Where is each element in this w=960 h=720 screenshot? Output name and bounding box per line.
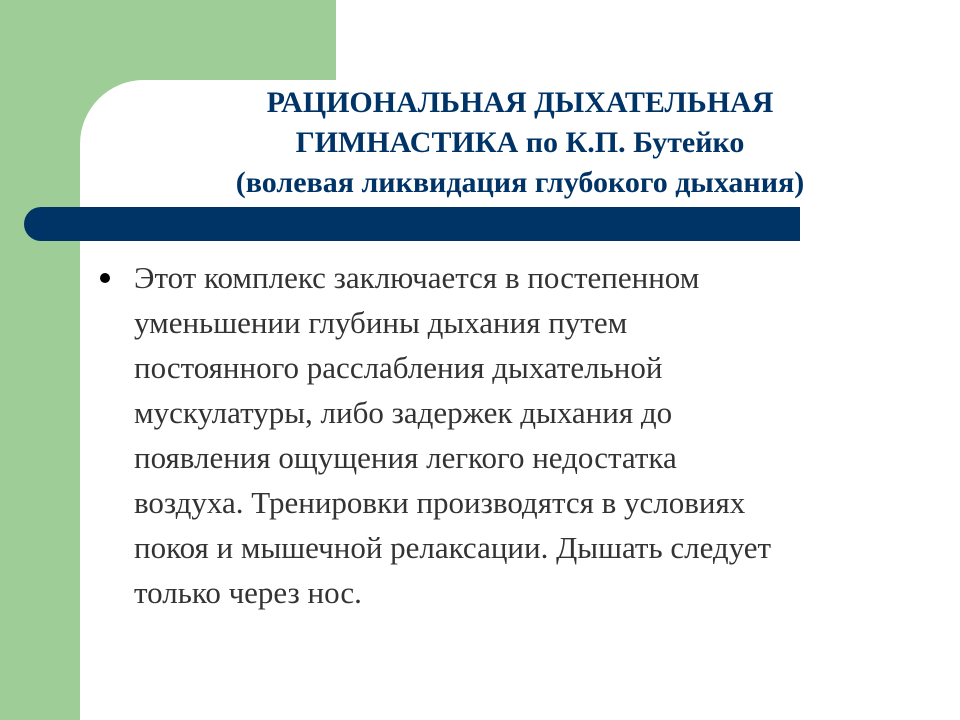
title-line-3: (волевая ликвидация глубокого дыхания)	[235, 166, 805, 199]
slide-title	[120, 83, 920, 203]
bullet-icon	[100, 273, 110, 283]
body-line-6: воздуха. Тренировки производятся в условиях	[134, 485, 746, 520]
title-accent-bar	[24, 207, 800, 241]
body-line-8: только через нос.	[134, 575, 362, 610]
body-line-1: Этот комплекс заключается в постепенном	[134, 260, 700, 295]
title-line-1: РАЦИОНАЛЬНАЯ ДЫХАТЕЛЬНАЯ	[266, 86, 774, 119]
body-line-7: покоя и мышечной релаксации. Дышать следует	[134, 530, 772, 565]
body-line-2: уменьшении глубины дыхания путем	[134, 305, 628, 340]
body-line-4: мускулатуры, либо задержек дыхания до	[134, 395, 673, 430]
body-line-3: постоянного расслабления дыхательной	[134, 350, 663, 385]
bullet-paragraph	[134, 255, 920, 615]
body-line-5: появления ощущения легкого недостатка	[134, 440, 677, 475]
title-line-2: ГИМНАСТИКА по К.П. Бутейко	[295, 126, 745, 159]
